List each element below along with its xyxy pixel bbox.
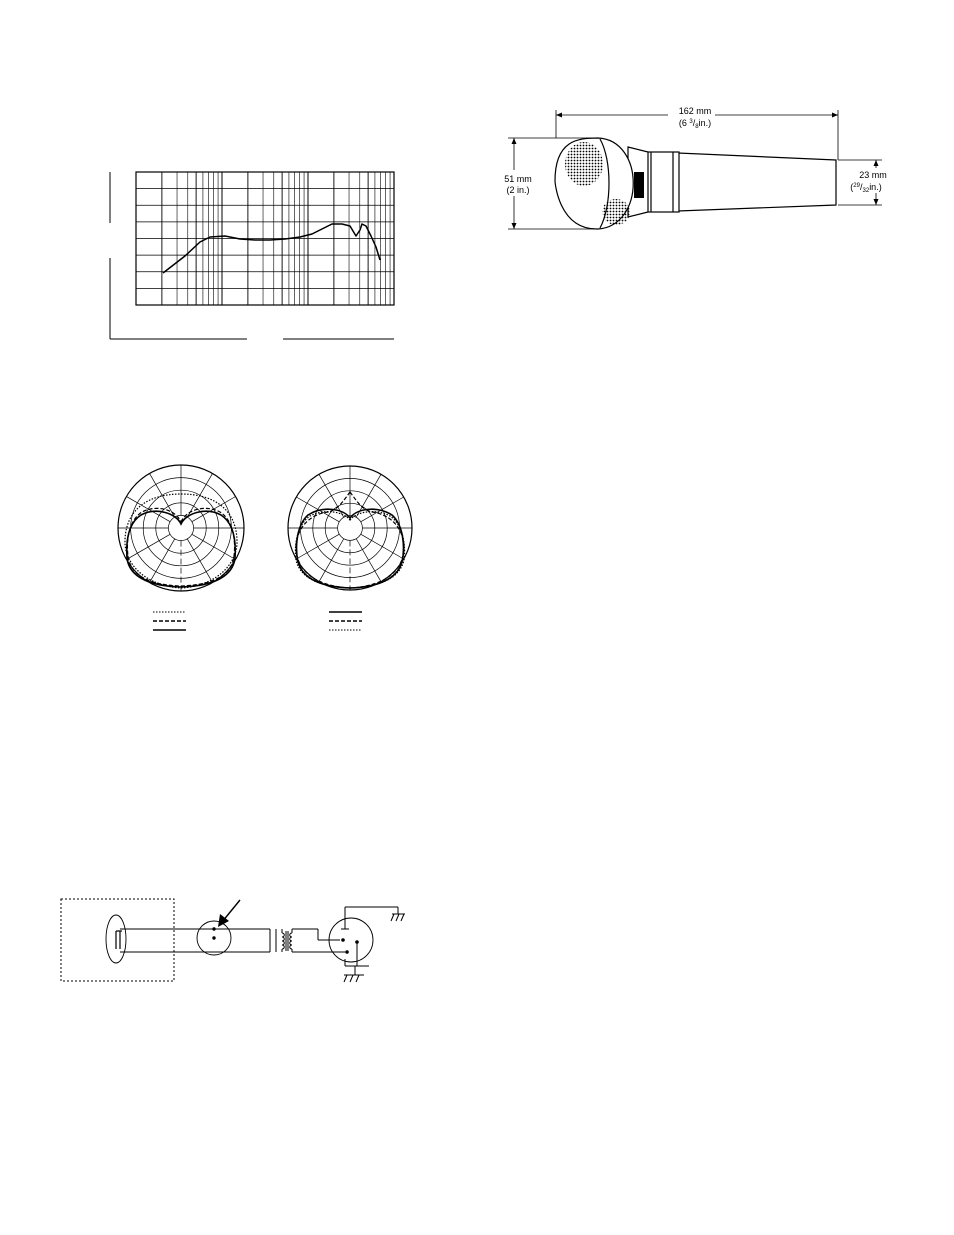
polar-grid-left xyxy=(118,465,244,591)
length-mm-label: 162 mm xyxy=(678,106,712,116)
polar-grid-spoke xyxy=(187,539,212,583)
head-inch-label: (2 in.) xyxy=(506,185,530,195)
tail-mm-label: 23 mm xyxy=(859,170,887,180)
frequency-response-grid xyxy=(136,172,394,305)
microphone-drawing xyxy=(555,138,836,229)
transformer-coil xyxy=(282,929,345,952)
wiring-diagram xyxy=(61,899,405,982)
length-inch-label: (6 $^3/_8in$.) xyxy=(678,118,712,130)
polar-legend-right xyxy=(329,612,362,630)
frequency-response-chart xyxy=(110,172,394,339)
cartridge-element xyxy=(116,931,122,949)
polar-grid-ring xyxy=(168,515,193,540)
polar-grid-spoke xyxy=(356,539,381,582)
grille-mesh-upper xyxy=(565,142,603,186)
polar-pattern-right xyxy=(288,466,412,630)
xlr-pin xyxy=(346,951,349,954)
frequency-response-curve xyxy=(163,224,380,273)
tail-inch-label: $(^{29}/_{32}in.)$ xyxy=(850,182,882,194)
polar-grid-spoke xyxy=(192,534,236,559)
head-mm-label: 51 mm xyxy=(504,174,532,184)
polar-pattern-left xyxy=(118,465,244,630)
xlr-pin xyxy=(342,939,345,942)
mic-housing-boundary xyxy=(61,899,174,981)
polar-grid-spoke xyxy=(126,534,170,559)
connector-dot xyxy=(213,937,215,939)
polar-grid-spoke xyxy=(296,534,339,559)
ground-symbol-icon xyxy=(391,914,405,921)
polar-curve-solid-right xyxy=(297,509,404,588)
polar-legend-left xyxy=(153,612,186,630)
polar-grid-spoke xyxy=(150,539,175,583)
ground-wiring xyxy=(341,907,398,966)
polar-grid-spoke xyxy=(361,534,404,559)
pointer-arrow-icon xyxy=(218,900,240,927)
ground-symbol-icon xyxy=(344,966,364,982)
polar-grid-right xyxy=(288,466,412,590)
polar-grid-spoke xyxy=(319,539,344,582)
brand-badge xyxy=(634,172,644,198)
connector-dot xyxy=(213,928,215,930)
polar-curve-dashed-left xyxy=(127,508,234,586)
microphone-dimension-drawing xyxy=(504,106,887,229)
